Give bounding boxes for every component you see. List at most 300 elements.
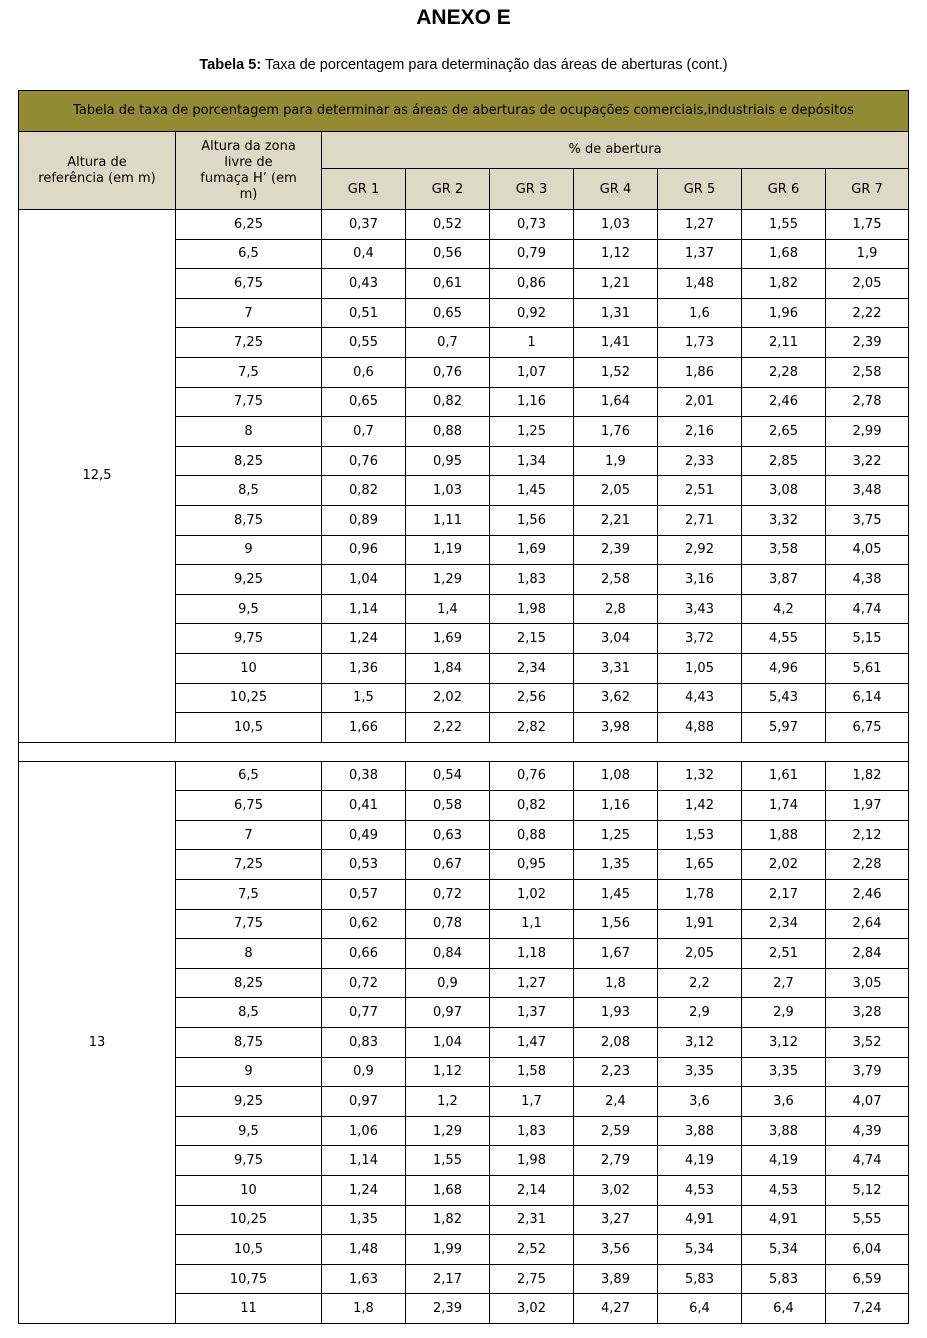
smoke-free-height-cell: 6,75 (176, 269, 322, 299)
gr-1-cell: 0,55 (322, 328, 406, 358)
gr-1-cell: 0,62 (322, 909, 406, 939)
gr-3-cell: 1,1 (490, 909, 574, 939)
gr-7-cell: 7,24 (826, 1294, 909, 1324)
gr-1-cell: 0,53 (322, 850, 406, 880)
smoke-free-height-cell: 8,25 (176, 446, 322, 476)
smoke-free-height-cell: 10,75 (176, 1264, 322, 1294)
gr-2-cell: 0,82 (406, 387, 490, 417)
gr-6-cell: 5,83 (742, 1264, 826, 1294)
header-gr-6: GR 6 (742, 169, 826, 210)
header-gr-1: GR 1 (322, 169, 406, 210)
gr-3-cell: 1,18 (490, 939, 574, 969)
gr-3-cell: 0,95 (490, 850, 574, 880)
gr-4-cell: 3,56 (574, 1235, 658, 1265)
gr-1-cell: 0,97 (322, 1087, 406, 1117)
gr-5-cell: 4,53 (658, 1176, 742, 1206)
gr-1-cell: 0,38 (322, 761, 406, 791)
gr-7-cell: 2,39 (826, 328, 909, 358)
gr-7-cell: 2,46 (826, 880, 909, 910)
smoke-free-height-cell: 9,25 (176, 1087, 322, 1117)
gr-4-cell: 3,62 (574, 683, 658, 713)
gr-1-cell: 0,9 (322, 1057, 406, 1087)
gr-6-cell: 3,6 (742, 1087, 826, 1117)
gr-3-cell: 2,52 (490, 1235, 574, 1265)
gr-6-cell: 5,43 (742, 683, 826, 713)
gr-7-cell: 5,12 (826, 1176, 909, 1206)
gr-7-cell: 2,99 (826, 417, 909, 447)
gr-7-cell: 4,07 (826, 1087, 909, 1117)
gr-3-cell: 1,34 (490, 446, 574, 476)
gr-3-cell: 2,82 (490, 713, 574, 743)
gr-1-cell: 1,04 (322, 565, 406, 595)
smoke-free-height-cell: 8,25 (176, 968, 322, 998)
gr-4-cell: 1,56 (574, 909, 658, 939)
smoke-free-height-cell: 10,25 (176, 1205, 322, 1235)
gr-5-cell: 1,05 (658, 653, 742, 683)
gr-2-cell: 2,22 (406, 713, 490, 743)
smoke-free-height-cell: 9,5 (176, 1116, 322, 1146)
table-caption (0, 55, 927, 75)
gr-1-cell: 0,66 (322, 939, 406, 969)
gr-6-cell: 3,88 (742, 1116, 826, 1146)
smoke-free-height-cell: 8,75 (176, 505, 322, 535)
gr-3-cell: 1,7 (490, 1087, 574, 1117)
gr-5-cell: 4,88 (658, 713, 742, 743)
smoke-free-height-cell: 7 (176, 298, 322, 328)
gr-1-cell: 0,6 (322, 357, 406, 387)
smoke-free-height-cell: 7,25 (176, 850, 322, 880)
table-row (19, 210, 909, 240)
gr-7-cell: 5,55 (826, 1205, 909, 1235)
smoke-free-height-cell: 10 (176, 1176, 322, 1206)
gr-6-cell: 5,34 (742, 1235, 826, 1265)
gr-1-cell: 1,63 (322, 1264, 406, 1294)
gr-7-cell: 1,82 (826, 761, 909, 791)
gr-3-cell: 1,16 (490, 387, 574, 417)
gr-2-cell: 0,54 (406, 761, 490, 791)
gr-4-cell: 2,23 (574, 1057, 658, 1087)
gr-2-cell: 1,29 (406, 1116, 490, 1146)
gr-4-cell: 3,98 (574, 713, 658, 743)
gr-7-cell: 6,59 (826, 1264, 909, 1294)
caption-text: Taxa de porcentagem para determinação das áreas de aberturas (cont.) (261, 57, 728, 73)
smoke-free-height-cell: 7 (176, 820, 322, 850)
gr-4-cell: 2,4 (574, 1087, 658, 1117)
gr-4-cell: 3,02 (574, 1176, 658, 1206)
gr-2-cell: 0,7 (406, 328, 490, 358)
gr-3-cell: 0,73 (490, 210, 574, 240)
gr-2-cell: 0,88 (406, 417, 490, 447)
gr-2-cell: 0,76 (406, 357, 490, 387)
gr-6-cell: 1,68 (742, 239, 826, 269)
gr-5-cell: 3,12 (658, 1028, 742, 1058)
gr-2-cell: 1,84 (406, 653, 490, 683)
gr-6-cell: 6,4 (742, 1294, 826, 1324)
gr-4-cell: 1,52 (574, 357, 658, 387)
gr-4-cell: 1,08 (574, 761, 658, 791)
header-gr-4: GR 4 (574, 169, 658, 210)
gr-7-cell: 3,22 (826, 446, 909, 476)
gr-1-cell: 0,41 (322, 791, 406, 821)
gr-6-cell: 2,28 (742, 357, 826, 387)
gr-6-cell: 2,9 (742, 998, 826, 1028)
smoke-free-height-cell: 9 (176, 1057, 322, 1087)
gr-5-cell: 1,37 (658, 239, 742, 269)
smoke-free-height-cell: 8 (176, 939, 322, 969)
gr-2-cell: 1,69 (406, 624, 490, 654)
group-separator (19, 742, 909, 761)
header-row-1 (19, 132, 909, 169)
gr-1-cell: 1,14 (322, 594, 406, 624)
gr-3-cell: 2,34 (490, 653, 574, 683)
gr-2-cell: 2,39 (406, 1294, 490, 1324)
gr-3-cell: 3,02 (490, 1294, 574, 1324)
gr-6-cell: 3,12 (742, 1028, 826, 1058)
gr-2-cell: 1,29 (406, 565, 490, 595)
smoke-free-height-cell: 7,25 (176, 328, 322, 358)
gr-5-cell: 2,51 (658, 476, 742, 506)
reference-height-cell: 13 (19, 761, 176, 1323)
gr-7-cell: 3,75 (826, 505, 909, 535)
gr-7-cell: 2,78 (826, 387, 909, 417)
gr-1-cell: 0,72 (322, 968, 406, 998)
table-row (19, 761, 909, 791)
gr-6-cell: 4,55 (742, 624, 826, 654)
header-ref-height (19, 132, 176, 210)
gr-4-cell: 2,8 (574, 594, 658, 624)
gr-5-cell: 1,27 (658, 210, 742, 240)
gr-3-cell: 0,92 (490, 298, 574, 328)
gr-4-cell: 2,39 (574, 535, 658, 565)
table-body (19, 91, 909, 1324)
gr-2-cell: 1,55 (406, 1146, 490, 1176)
gr-6-cell: 4,91 (742, 1205, 826, 1235)
gr-1-cell: 0,96 (322, 535, 406, 565)
gr-6-cell: 1,74 (742, 791, 826, 821)
gr-6-cell: 1,55 (742, 210, 826, 240)
gr-7-cell: 3,05 (826, 968, 909, 998)
gr-7-cell: 3,52 (826, 1028, 909, 1058)
gr-6-cell: 3,35 (742, 1057, 826, 1087)
gr-3-cell: 0,79 (490, 239, 574, 269)
gr-4-cell: 1,9 (574, 446, 658, 476)
gr-2-cell: 1,19 (406, 535, 490, 565)
gr-4-cell: 2,21 (574, 505, 658, 535)
gr-2-cell: 0,61 (406, 269, 490, 299)
gr-1-cell: 1,24 (322, 624, 406, 654)
gr-5-cell: 4,91 (658, 1205, 742, 1235)
gr-1-cell: 0,65 (322, 387, 406, 417)
gr-2-cell: 0,97 (406, 998, 490, 1028)
gr-3-cell: 0,82 (490, 791, 574, 821)
gr-6-cell: 4,96 (742, 653, 826, 683)
gr-7-cell: 5,61 (826, 653, 909, 683)
gr-2-cell: 0,56 (406, 239, 490, 269)
gr-3-cell: 1,45 (490, 476, 574, 506)
gr-1-cell: 0,82 (322, 476, 406, 506)
gr-5-cell: 2,33 (658, 446, 742, 476)
reference-height-cell: 12,5 (19, 210, 176, 743)
gr-7-cell: 5,15 (826, 624, 909, 654)
gr-1-cell: 0,43 (322, 269, 406, 299)
gr-4-cell: 1,45 (574, 880, 658, 910)
gr-6-cell: 2,02 (742, 850, 826, 880)
gr-5-cell: 6,4 (658, 1294, 742, 1324)
gr-5-cell: 1,86 (658, 357, 742, 387)
gr-5-cell: 1,73 (658, 328, 742, 358)
gr-1-cell: 1,06 (322, 1116, 406, 1146)
smoke-free-height-cell: 6,75 (176, 791, 322, 821)
gr-5-cell: 5,83 (658, 1264, 742, 1294)
gr-5-cell: 3,6 (658, 1087, 742, 1117)
gr-1-cell: 1,14 (322, 1146, 406, 1176)
smoke-free-height-cell: 7,5 (176, 880, 322, 910)
gr-7-cell: 2,58 (826, 357, 909, 387)
smoke-free-height-cell: 10,25 (176, 683, 322, 713)
smoke-free-height-cell: 9,75 (176, 1146, 322, 1176)
gr-4-cell: 3,89 (574, 1264, 658, 1294)
gr-1-cell: 0,57 (322, 880, 406, 910)
gr-6-cell: 2,34 (742, 909, 826, 939)
gr-4-cell: 1,35 (574, 850, 658, 880)
gr-4-cell: 1,31 (574, 298, 658, 328)
header-smoke-free-height-label: Altura da zona livre de fumaça H’ (em m) (200, 138, 297, 202)
gr-7-cell: 1,97 (826, 791, 909, 821)
gr-2-cell: 1,68 (406, 1176, 490, 1206)
gr-7-cell: 3,48 (826, 476, 909, 506)
gr-6-cell: 2,17 (742, 880, 826, 910)
gr-2-cell: 0,72 (406, 880, 490, 910)
gr-4-cell: 1,67 (574, 939, 658, 969)
header-gr-2: GR 2 (406, 169, 490, 210)
gr-6-cell: 2,85 (742, 446, 826, 476)
gr-3-cell: 0,86 (490, 269, 574, 299)
gr-5-cell: 1,48 (658, 269, 742, 299)
gr-3-cell: 2,14 (490, 1176, 574, 1206)
gr-7-cell: 4,74 (826, 1146, 909, 1176)
gr-2-cell: 1,03 (406, 476, 490, 506)
gr-2-cell: 0,65 (406, 298, 490, 328)
gr-7-cell: 6,75 (826, 713, 909, 743)
gr-5-cell: 2,01 (658, 387, 742, 417)
gr-6-cell: 3,87 (742, 565, 826, 595)
gr-5-cell: 1,6 (658, 298, 742, 328)
gr-4-cell: 2,79 (574, 1146, 658, 1176)
gr-6-cell: 2,11 (742, 328, 826, 358)
gr-3-cell: 2,56 (490, 683, 574, 713)
gr-3-cell: 1,37 (490, 998, 574, 1028)
gr-5-cell: 2,71 (658, 505, 742, 535)
gr-3-cell: 1,27 (490, 968, 574, 998)
smoke-free-height-cell: 10 (176, 653, 322, 683)
gr-4-cell: 3,04 (574, 624, 658, 654)
smoke-free-height-cell: 7,75 (176, 387, 322, 417)
gr-5-cell: 2,16 (658, 417, 742, 447)
gr-3-cell: 1,07 (490, 357, 574, 387)
gr-6-cell: 4,53 (742, 1176, 826, 1206)
smoke-free-height-cell: 6,25 (176, 210, 322, 240)
gr-5-cell: 1,78 (658, 880, 742, 910)
gr-5-cell: 2,92 (658, 535, 742, 565)
gr-6-cell: 2,51 (742, 939, 826, 969)
smoke-free-height-cell: 8 (176, 417, 322, 447)
header-gr-3: GR 3 (490, 169, 574, 210)
caption-label: Tabela 5: (199, 57, 262, 73)
gr-1-cell: 1,24 (322, 1176, 406, 1206)
gr-3-cell: 1,83 (490, 565, 574, 595)
gr-2-cell: 0,95 (406, 446, 490, 476)
gr-1-cell: 0,4 (322, 239, 406, 269)
gr-7-cell: 6,14 (826, 683, 909, 713)
gr-7-cell: 2,84 (826, 939, 909, 969)
gr-5-cell: 1,91 (658, 909, 742, 939)
gr-5-cell: 3,88 (658, 1116, 742, 1146)
gr-1-cell: 1,5 (322, 683, 406, 713)
gr-7-cell: 2,64 (826, 909, 909, 939)
smoke-free-height-cell: 6,5 (176, 761, 322, 791)
smoke-free-height-cell: 7,75 (176, 909, 322, 939)
gr-2-cell: 1,12 (406, 1057, 490, 1087)
gr-1-cell: 0,37 (322, 210, 406, 240)
gr-5-cell: 4,43 (658, 683, 742, 713)
gr-2-cell: 1,11 (406, 505, 490, 535)
gr-1-cell: 0,83 (322, 1028, 406, 1058)
gr-4-cell: 2,59 (574, 1116, 658, 1146)
smoke-free-height-cell: 7,5 (176, 357, 322, 387)
gr-4-cell: 1,93 (574, 998, 658, 1028)
gr-6-cell: 2,7 (742, 968, 826, 998)
gr-3-cell: 1,56 (490, 505, 574, 535)
gr-6-cell: 1,88 (742, 820, 826, 850)
gr-5-cell: 1,53 (658, 820, 742, 850)
gr-3-cell: 1,83 (490, 1116, 574, 1146)
gr-5-cell: 1,32 (658, 761, 742, 791)
gr-3-cell: 0,88 (490, 820, 574, 850)
gr-2-cell: 1,04 (406, 1028, 490, 1058)
gr-6-cell: 4,19 (742, 1146, 826, 1176)
gr-7-cell: 2,05 (826, 269, 909, 299)
gr-6-cell: 3,08 (742, 476, 826, 506)
gr-2-cell: 1,2 (406, 1087, 490, 1117)
gr-2-cell: 0,9 (406, 968, 490, 998)
gr-1-cell: 0,89 (322, 505, 406, 535)
gr-5-cell: 2,2 (658, 968, 742, 998)
gr-5-cell: 1,42 (658, 791, 742, 821)
gr-3-cell: 1,25 (490, 417, 574, 447)
gr-3-cell: 1,58 (490, 1057, 574, 1087)
gr-2-cell: 0,58 (406, 791, 490, 821)
header-gr-7: GR 7 (826, 169, 909, 210)
document-title: ANEXO E (416, 6, 511, 29)
gr-1-cell: 1,35 (322, 1205, 406, 1235)
gr-4-cell: 1,16 (574, 791, 658, 821)
gr-1-cell: 0,7 (322, 417, 406, 447)
gr-4-cell: 2,05 (574, 476, 658, 506)
gr-2-cell: 2,02 (406, 683, 490, 713)
gr-2-cell: 1,99 (406, 1235, 490, 1265)
gr-1-cell: 0,77 (322, 998, 406, 1028)
gr-3-cell: 0,76 (490, 761, 574, 791)
gr-7-cell: 4,39 (826, 1116, 909, 1146)
gr-3-cell: 1,98 (490, 1146, 574, 1176)
smoke-free-height-cell: 9,75 (176, 624, 322, 654)
gr-4-cell: 1,12 (574, 239, 658, 269)
gr-1-cell: 1,8 (322, 1294, 406, 1324)
gr-3-cell: 1 (490, 328, 574, 358)
gr-7-cell: 4,05 (826, 535, 909, 565)
smoke-free-height-cell: 9,25 (176, 565, 322, 595)
gr-4-cell: 1,21 (574, 269, 658, 299)
gr-3-cell: 2,15 (490, 624, 574, 654)
header-opening-percent: % de abertura (322, 132, 909, 169)
gr-2-cell: 0,52 (406, 210, 490, 240)
gr-6-cell: 1,82 (742, 269, 826, 299)
smoke-free-height-cell: 6,5 (176, 239, 322, 269)
gr-1-cell: 1,48 (322, 1235, 406, 1265)
header-ref-height-label: Altura de referência (em m) (38, 154, 156, 186)
gr-1-cell: 0,49 (322, 820, 406, 850)
gr-4-cell: 1,8 (574, 968, 658, 998)
gr-6-cell: 3,32 (742, 505, 826, 535)
smoke-free-height-cell: 9,5 (176, 594, 322, 624)
opening-percentage-table (18, 90, 909, 1324)
table-banner: Tabela de taxa de porcentagem para determinar as áreas de aberturas de ocupações comerciais,industriais e depósitos (19, 91, 909, 132)
gr-4-cell: 4,27 (574, 1294, 658, 1324)
gr-6-cell: 1,61 (742, 761, 826, 791)
gr-3-cell: 1,02 (490, 880, 574, 910)
gr-7-cell: 4,38 (826, 565, 909, 595)
gr-7-cell: 1,75 (826, 210, 909, 240)
gr-2-cell: 1,4 (406, 594, 490, 624)
gr-4-cell: 3,27 (574, 1205, 658, 1235)
gr-1-cell: 0,76 (322, 446, 406, 476)
gr-5-cell: 3,72 (658, 624, 742, 654)
gr-4-cell: 1,76 (574, 417, 658, 447)
gr-6-cell: 2,46 (742, 387, 826, 417)
smoke-free-height-cell: 8,5 (176, 998, 322, 1028)
gr-5-cell: 2,05 (658, 939, 742, 969)
smoke-free-height-cell: 8,75 (176, 1028, 322, 1058)
gr-6-cell: 4,2 (742, 594, 826, 624)
gr-4-cell: 3,31 (574, 653, 658, 683)
gr-2-cell: 0,67 (406, 850, 490, 880)
gr-7-cell: 2,12 (826, 820, 909, 850)
gr-3-cell: 2,31 (490, 1205, 574, 1235)
smoke-free-height-cell: 10,5 (176, 1235, 322, 1265)
smoke-free-height-cell: 10,5 (176, 713, 322, 743)
gr-5-cell: 1,65 (658, 850, 742, 880)
gr-5-cell: 4,19 (658, 1146, 742, 1176)
gr-7-cell: 3,28 (826, 998, 909, 1028)
gr-5-cell: 3,35 (658, 1057, 742, 1087)
gr-7-cell: 2,22 (826, 298, 909, 328)
gr-4-cell: 2,58 (574, 565, 658, 595)
gr-3-cell: 1,69 (490, 535, 574, 565)
gr-6-cell: 3,58 (742, 535, 826, 565)
gr-7-cell: 2,28 (826, 850, 909, 880)
gr-2-cell: 0,84 (406, 939, 490, 969)
gr-4-cell: 2,08 (574, 1028, 658, 1058)
gr-7-cell: 3,79 (826, 1057, 909, 1087)
gr-1-cell: 1,66 (322, 713, 406, 743)
gr-4-cell: 1,25 (574, 820, 658, 850)
gr-5-cell: 5,34 (658, 1235, 742, 1265)
gr-1-cell: 1,36 (322, 653, 406, 683)
smoke-free-height-cell: 8,5 (176, 476, 322, 506)
gr-3-cell: 1,98 (490, 594, 574, 624)
gr-7-cell: 6,04 (826, 1235, 909, 1265)
gr-5-cell: 2,9 (658, 998, 742, 1028)
